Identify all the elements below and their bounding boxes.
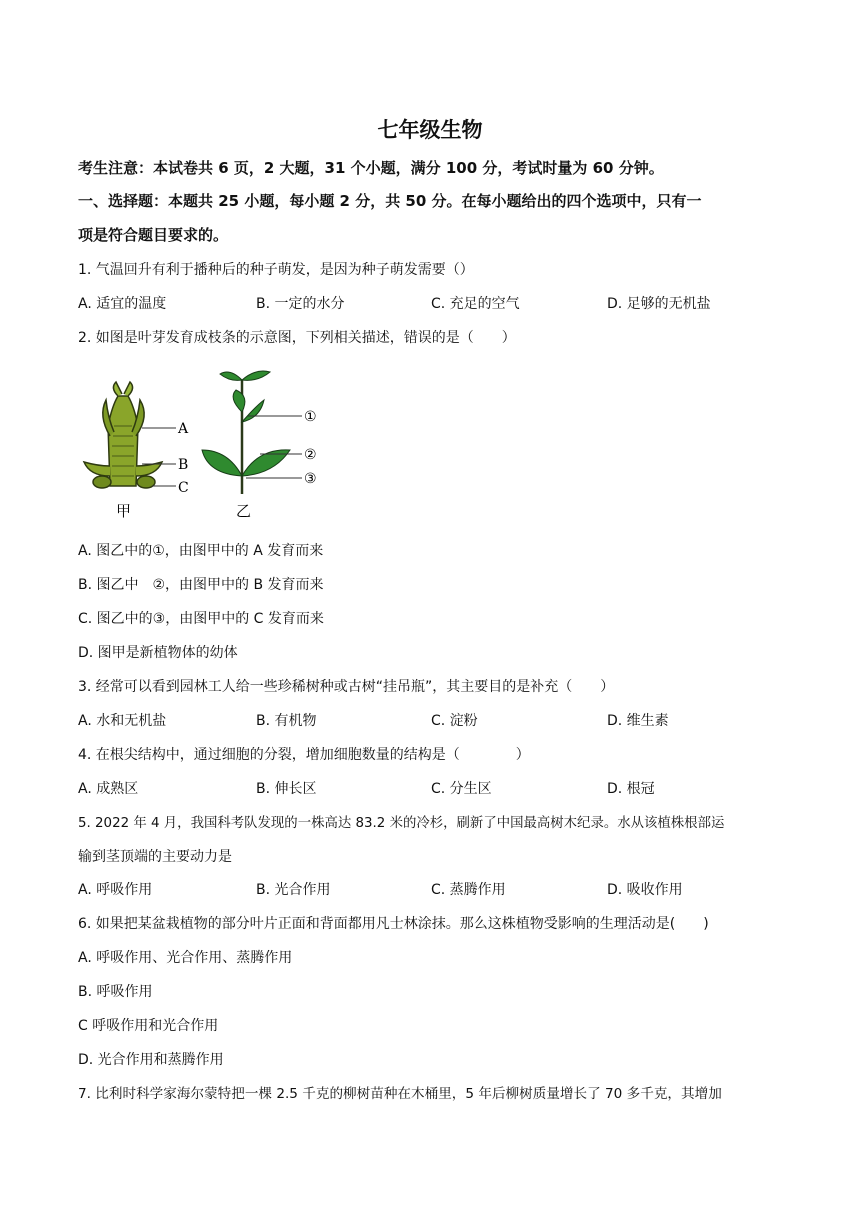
question-5-option-a: A. 呼吸作用 xyxy=(78,882,153,898)
question-1-option-b: B. 一定的水分 xyxy=(256,296,345,312)
figure-caption-yi: 乙 xyxy=(236,502,252,520)
question-1-option-d: D. 足够的无机盐 xyxy=(607,296,711,312)
question-1-option-a: A. 适宜的温度 xyxy=(78,296,167,312)
question-2-option-c: C. 图乙中的③，由图甲中的 C 发育而来 xyxy=(78,611,324,627)
question-6-option-d: D. 光合作用和蒸腾作用 xyxy=(78,1052,224,1068)
bud-development-figure xyxy=(80,366,340,526)
question-4-option-a: A. 成熟区 xyxy=(78,781,139,797)
question-2-option-d: D. 图甲是新植物体的幼体 xyxy=(78,645,238,661)
question-3-option-a: A. 水和无机盐 xyxy=(78,713,167,729)
question-6-option-b: B. 呼吸作用 xyxy=(78,984,153,1000)
question-5-stem-line-1: 5. 2022 年 4 月，我国科考队发现的一株高达 83.2 米的冷杉，刷新了中国最高树木纪录。水从该植株根部运 xyxy=(78,816,725,831)
question-7-stem: 7. 比利时科学家海尔蒙特把一棵 2.5 千克的柳树苗种在木桶里，5 年后柳树质量增长了 70 多千克，其增加 xyxy=(78,1086,722,1102)
question-4-stem: 4. 在根尖结构中，通过细胞的分裂，增加细胞数量的结构是（ ） xyxy=(78,747,530,763)
question-5-option-d: D. 吸收作用 xyxy=(607,882,683,898)
question-1-option-c: C. 充足的空气 xyxy=(431,296,520,312)
question-6-option-c: C 呼吸作用和光合作用 xyxy=(78,1018,219,1034)
question-5-option-b: B. 光合作用 xyxy=(256,882,331,898)
figure-label-a: A xyxy=(178,421,189,437)
figure-label-3: ③ xyxy=(304,471,317,487)
leaf-bud-illustration xyxy=(84,382,176,488)
page-title: 七年级生物 xyxy=(377,118,483,142)
bud-diagram xyxy=(80,366,340,526)
question-3-option-d: D. 维生素 xyxy=(607,713,669,729)
question-1-stem: 1. 气温回升有利于播种后的种子萌发，是因为种子萌发需要（） xyxy=(78,262,474,278)
question-6-option-a: A. 呼吸作用、光合作用、蒸腾作用 xyxy=(78,950,293,966)
question-4-option-c: C. 分生区 xyxy=(431,781,492,797)
question-4-option-d: D. 根冠 xyxy=(607,781,655,797)
figure-label-c: C xyxy=(178,480,189,496)
question-5-stem-line-2: 输到茎顶端的主要动力是 xyxy=(78,849,232,865)
figure-label-b: B xyxy=(178,457,189,473)
exam-notice: 考生注意：本试卷共 6 页，2 大题，31 个小题，满分 100 分，考试时量为 60 分钟。 xyxy=(78,159,664,177)
twig-illustration xyxy=(202,371,302,494)
figure-caption-jia: 甲 xyxy=(116,502,132,520)
question-3-stem: 3. 经常可以看到园林工人给一些珍稀树种或古树“挂吊瓶”，其主要目的是补充（ ） xyxy=(78,679,615,695)
figure-label-2: ② xyxy=(304,447,317,463)
figure-label-1: ① xyxy=(304,409,317,425)
question-4-option-b: B. 伸长区 xyxy=(256,781,317,797)
question-3-option-c: C. 淀粉 xyxy=(431,713,478,729)
question-5-option-c: C. 蒸腾作用 xyxy=(431,882,506,898)
section-heading-line-2: 项是符合题目要求的。 xyxy=(78,226,229,244)
section-heading-line-1: 一、选择题：本题共 25 小题，每小题 2 分，共 50 分。在每小题给出的四个选项中，只有一 xyxy=(78,192,702,210)
question-2-option-b: B. 图乙中 ②，由图甲中的 B 发育而来 xyxy=(78,577,324,593)
question-2-option-a: A. 图乙中的①，由图甲中的 A 发育而来 xyxy=(78,543,324,559)
question-6-stem: 6. 如果把某盆栽植物的部分叶片正面和背面都用凡士林涂抹。那么这株植物受影响的生理活动是( ) xyxy=(78,916,709,932)
question-3-option-b: B. 有机物 xyxy=(256,713,317,729)
question-2-stem: 2. 如图是叶芽发育成枝条的示意图，下列相关描述，错误的是（ ） xyxy=(78,330,516,346)
